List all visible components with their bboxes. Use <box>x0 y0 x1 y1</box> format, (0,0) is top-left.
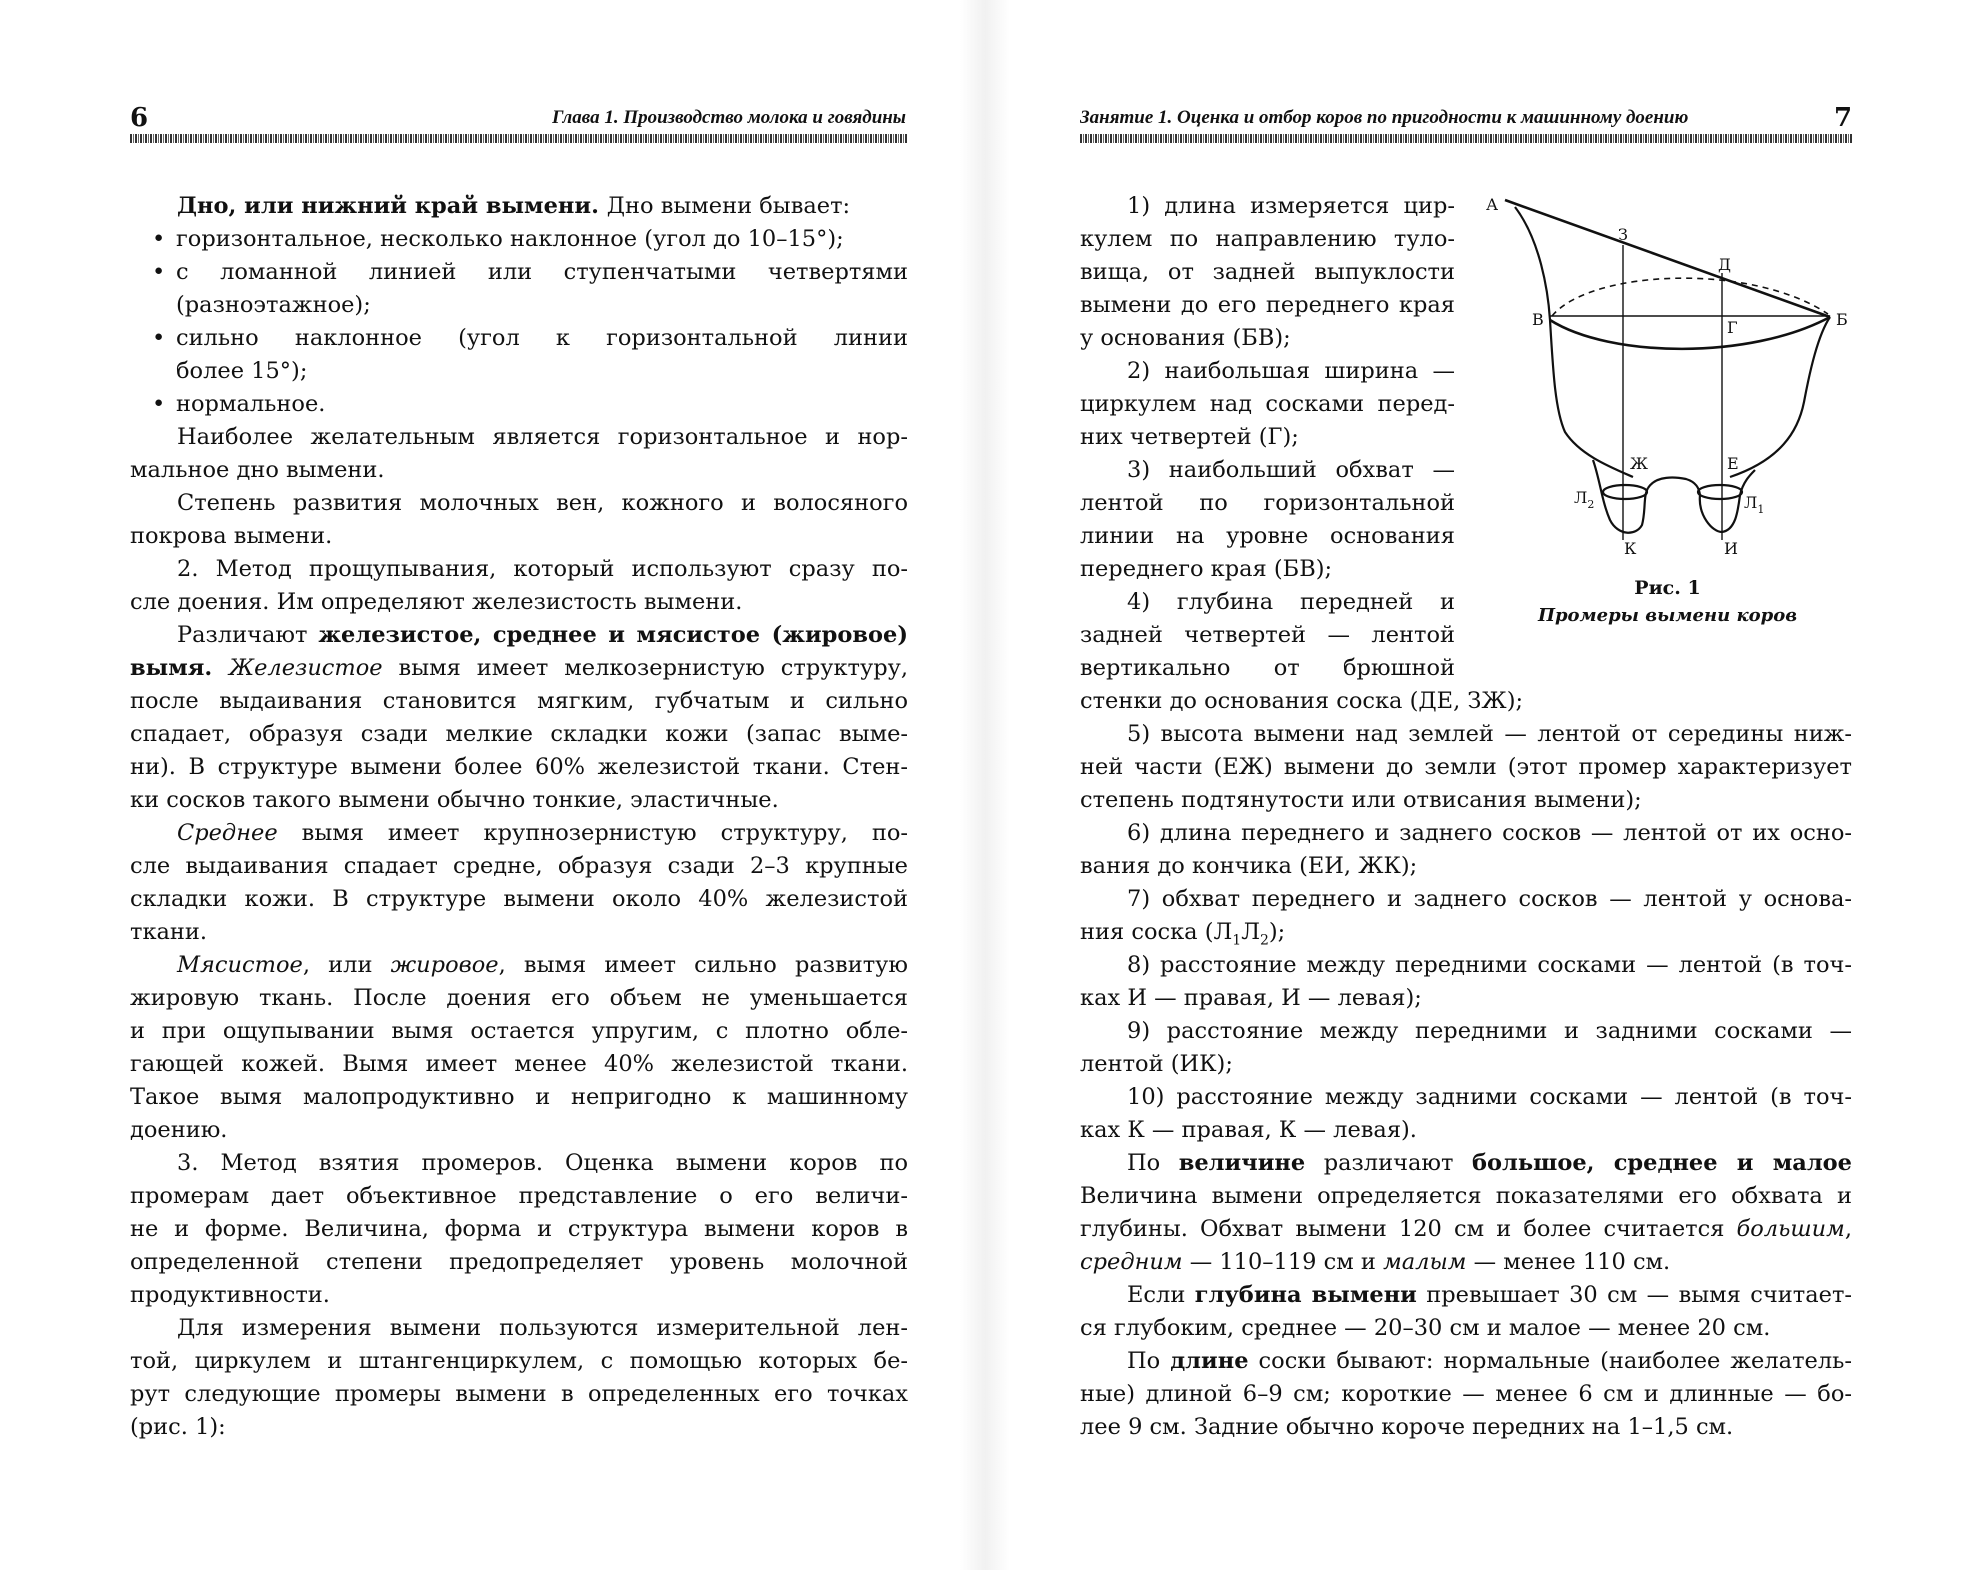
text-line <box>130 1279 908 1312</box>
text-run: ся глубоким, среднее — 20–30 см и малое — менее 20 см. <box>1080 1315 1771 1341</box>
text-run: По <box>1127 1150 1179 1176</box>
text-run: переднего края (БВ); <box>1080 556 1333 582</box>
italic-text: средним <box>1080 1249 1183 1275</box>
text-run: ные) длиной 6–9 см; короткие — менее 6 см и длинные — бо- <box>1080 1381 1852 1407</box>
text-run: Л <box>1241 919 1260 945</box>
text-run: вымени до его переднего края <box>1080 292 1455 318</box>
text-run: определенной степени предопределяет уровень молочной <box>130 1249 908 1275</box>
text-line <box>1080 355 1455 388</box>
italic-text: Среднее <box>177 820 278 846</box>
text-line <box>1080 1048 1852 1081</box>
text-run: ках К — правая, К — левая). <box>1080 1117 1417 1143</box>
text-run: Величина вымени определяется показателями его обхвата и <box>1080 1183 1852 1209</box>
text-line <box>130 718 908 751</box>
text-line <box>1080 1180 1852 1213</box>
text-run: вымя имеет мелкозернистую структуру, <box>382 655 908 681</box>
text-run: нормальное. <box>176 391 326 417</box>
text-run: 2. Метод прощупывания, который используют сразу по- <box>177 556 908 582</box>
bold-text: железистое, среднее и мясистое (жировое) <box>318 622 908 648</box>
text-run: 3) наибольший обхват — <box>1127 457 1455 483</box>
text-line <box>130 553 908 586</box>
text-line <box>130 949 908 982</box>
text-line <box>130 256 908 289</box>
text-run: превышает 30 см — вымя считает- <box>1416 1282 1852 1308</box>
text-line <box>1080 1411 1852 1444</box>
text-run: 7) обхват переднего и заднего сосков — лентой у основа- <box>1127 886 1852 912</box>
text-line <box>130 1411 908 1444</box>
italic-text: Мясистое <box>177 952 303 978</box>
text-run: вания до кончика (ЕИ, ЖК); <box>1080 853 1418 879</box>
text-run: ния соска (Л <box>1080 919 1233 945</box>
text-run: после выдаивания становится мягким, губчатым и сильно <box>130 688 908 714</box>
text-line <box>130 487 908 520</box>
text-line <box>1080 718 1852 751</box>
bold-text: Дно, или нижний край вымени. <box>177 193 607 219</box>
text-run: складки кожи. В структуре вымени около 40% железистой <box>130 886 908 912</box>
text-line <box>1080 223 1455 256</box>
text-run: 1) длина измеряется цир- <box>1127 193 1455 219</box>
text-run: вища, от задней выпуклости <box>1080 259 1455 285</box>
text-line <box>130 1213 908 1246</box>
text-run: 10) расстояние между задними сосками — лентой (в точ- <box>1127 1084 1852 1110</box>
text-line <box>1080 982 1852 1015</box>
front-teat-base <box>1698 485 1742 499</box>
text-line <box>130 223 908 256</box>
text-run: и при ощупывании вымя остается упругим, с плотно обле- <box>130 1018 908 1044</box>
label-L2: $Л_2$ <box>1574 488 1595 511</box>
text-line <box>1080 1147 1852 1180</box>
text-line <box>130 1081 908 1114</box>
teat-arch <box>1648 478 1700 495</box>
text-line <box>130 619 908 652</box>
text-line <box>130 1114 908 1147</box>
italic-text: жировое <box>390 952 499 978</box>
bold-text: длине <box>1170 1348 1249 1374</box>
text-line <box>1080 553 1455 586</box>
text-line <box>130 1378 908 1411</box>
text-run: лее 9 см. Задние обычно короче передних на 1–1,5 см. <box>1080 1414 1734 1440</box>
header-rule <box>130 134 908 143</box>
bold-text: большое, среднее и малое <box>1471 1150 1852 1176</box>
text-line <box>1080 388 1455 421</box>
text-run: горизонтальное, несколько наклонное (угол до 10–15°); <box>176 226 844 252</box>
text-run: вертикально от брюшной <box>1080 655 1455 681</box>
label-L1: $Л_1$ <box>1744 493 1765 516</box>
udder-base-curve <box>1550 317 1830 349</box>
text-run: различают <box>1305 1150 1472 1176</box>
text-run: ); <box>1268 919 1286 945</box>
text-run: Наиболее желательным является горизонтальное и нор- <box>177 424 908 450</box>
bold-text: величине <box>1178 1150 1306 1176</box>
text-run: сле доения. Им определяют железистость вымени. <box>130 589 743 615</box>
text-run: Если <box>1127 1282 1195 1308</box>
text-run: той, циркулем и штангенциркулем, с помощью которых бе- <box>130 1348 908 1374</box>
text-run: линии на уровне основания <box>1080 523 1455 549</box>
text-run: сле выдаивания спадает средне, образуя сзади 2–3 крупные <box>130 853 908 879</box>
page-number: 7 <box>1834 103 1853 133</box>
text-run: лентой по горизонтальной <box>1080 490 1455 516</box>
text-line <box>130 1312 908 1345</box>
text-run: ни). В структуре вымени более 60% железистой ткани. Стен- <box>130 754 908 780</box>
udder-measurements-figure <box>1450 170 1900 640</box>
text-run: соски бывают: нормальные (наиболее желатель- <box>1248 1348 1852 1374</box>
text-line <box>130 685 908 718</box>
text-run: задней четвертей — лентой <box>1080 622 1455 648</box>
text-run: (рис. 1): <box>130 1414 226 1440</box>
text-line <box>130 355 908 388</box>
text-line <box>1080 652 1455 685</box>
text-run: 5) высота вымени над землей — лентой от середины ниж- <box>1127 721 1852 747</box>
text-line <box>130 289 908 322</box>
text-line <box>1080 520 1455 553</box>
text-run: с ломанной линией или ступенчатыми четвертями <box>176 259 908 285</box>
text-run: , вымя имеет сильно развитую <box>498 952 908 978</box>
text-run: рут следующие промеры вымени в определенных его точках <box>130 1381 908 1407</box>
text-line <box>130 421 908 454</box>
text-line <box>1080 883 1852 916</box>
text-run: кулем по направлению туло- <box>1080 226 1455 252</box>
text-run: ки сосков такого вымени обычно тонкие, эластичные. <box>130 787 779 813</box>
left-page-body <box>130 190 908 1444</box>
line-A-B <box>1505 200 1830 317</box>
text-run: Степень развития молочных вен, кожного и волосяного <box>177 490 908 516</box>
text-line <box>130 586 908 619</box>
text-line <box>1080 256 1455 289</box>
text-run: лентой (ИК); <box>1080 1051 1233 1077</box>
text-run: промерам дает объективное представление о его величи- <box>130 1183 908 1209</box>
text-line <box>130 322 908 355</box>
text-line <box>1080 619 1455 652</box>
text-line <box>130 388 908 421</box>
text-line <box>1080 1015 1852 1048</box>
label-D: Д <box>1718 255 1732 274</box>
udder-dashed-arc <box>1552 278 1828 316</box>
text-run: них четвертей (Г); <box>1080 424 1299 450</box>
label-B: Б <box>1836 310 1848 329</box>
text-line <box>130 1147 908 1180</box>
text-line <box>1080 949 1852 982</box>
text-line <box>1080 1246 1852 1279</box>
text-line <box>1080 454 1455 487</box>
text-run: более 15°); <box>176 358 308 384</box>
text-line <box>1080 850 1852 883</box>
text-line <box>1080 289 1455 322</box>
text-run: степень подтянутости или отвисания вымени); <box>1080 787 1642 813</box>
text-run: , или <box>302 952 391 978</box>
running-head: Глава 1. Производство молока и говядины <box>552 107 906 128</box>
text-run: 4) глубина передней и <box>1127 589 1455 615</box>
subscript: 1 <box>1232 932 1242 949</box>
text-run: 8) расстояние между передними сосками — лентой (в точ- <box>1127 952 1852 978</box>
text-run: глубины. Обхват вымени 120 см и более считается <box>1080 1216 1737 1242</box>
text-line <box>1080 322 1455 355</box>
text-line <box>1080 751 1852 784</box>
text-run: у основания (БВ); <box>1080 325 1291 351</box>
text-line <box>1080 916 1852 949</box>
text-line <box>1080 1213 1852 1246</box>
text-run: спадает, образуя сзади мелкие складки кожи (запас выме- <box>130 721 908 747</box>
text-line <box>1080 1378 1852 1411</box>
text-line <box>130 1345 908 1378</box>
text-run: не и форме. Величина, форма и структура вымени коров в <box>130 1216 908 1242</box>
text-run: — 110–119 см и <box>1182 1249 1384 1275</box>
text-run: мальное дно вымени. <box>130 457 385 483</box>
label-Z: З <box>1618 225 1628 244</box>
text-run: , <box>1844 1216 1852 1242</box>
text-line <box>130 784 908 817</box>
book-gutter <box>960 0 1010 1570</box>
text-run: 6) длина переднего и заднего сосков — лентой от их осно- <box>1127 820 1852 846</box>
running-head: Занятие 1. Оценка и отбор коров по пригодности к машинному доению <box>1080 107 1689 128</box>
text-run: Дно вымени бывает: <box>606 193 851 219</box>
text-run: ках И — правая, И — левая); <box>1080 985 1422 1011</box>
text-line <box>130 982 908 1015</box>
page-number: 6 <box>130 103 149 133</box>
text-run: 3. Метод взятия промеров. Оценка вымени коров по <box>177 1150 908 1176</box>
text-run: Такое вымя малопродуктивно и непригодно к машинному <box>130 1084 908 1110</box>
text-run: Различают <box>177 622 319 648</box>
text-line <box>1080 784 1852 817</box>
text-run: 2) наибольшая ширина — <box>1127 358 1455 384</box>
text-line <box>130 190 908 223</box>
text-run: По <box>1127 1348 1171 1374</box>
text-line <box>130 1246 908 1279</box>
text-line <box>130 883 908 916</box>
text-run: (разноэтажное); <box>176 292 371 318</box>
italic-text: Железистое <box>228 655 383 681</box>
label-V: В <box>1532 310 1544 329</box>
text-line <box>130 520 908 553</box>
italic-text: большим <box>1736 1216 1845 1242</box>
label-A: А <box>1486 195 1499 214</box>
text-line <box>1080 685 1852 718</box>
text-run: ней части (ЕЖ) вымени до земли (этот промер характеризует <box>1080 754 1852 780</box>
text-line <box>130 916 908 949</box>
text-line <box>130 817 908 850</box>
text-run: циркулем над сосками перед- <box>1080 391 1455 417</box>
text-line <box>1080 487 1455 520</box>
text-line <box>130 1048 908 1081</box>
text-run: доению. <box>130 1117 228 1143</box>
text-line <box>130 454 908 487</box>
text-line <box>130 652 908 685</box>
udder-front-contour <box>1730 317 1830 477</box>
text-run: — менее 110 см. <box>1466 1249 1671 1275</box>
bold-text: глубина вымени <box>1194 1282 1417 1308</box>
text-line <box>1080 190 1455 223</box>
figure-number: Рис. 1 <box>1634 577 1701 599</box>
text-run: Для измерения вымени пользуются измерительной лен- <box>177 1315 908 1341</box>
header-rule <box>1080 134 1852 143</box>
text-line <box>1080 421 1455 454</box>
text-run: гающей кожей. Вымя имеет менее 40% железистой ткани. <box>130 1051 908 1077</box>
text-line <box>130 1180 908 1213</box>
text-line <box>130 751 908 784</box>
text-line <box>1080 586 1455 619</box>
label-I: И <box>1724 539 1738 558</box>
text-run: жировую ткань. После доения его объем не уменьшается <box>130 985 908 1011</box>
text-run: сильно наклонное (угол к горизонтальной линии <box>176 325 908 351</box>
label-E: Е <box>1727 454 1739 473</box>
text-run: стенки до основания соска (ДЕ, ЗЖ); <box>1080 688 1524 714</box>
bold-text: вымя. <box>130 655 229 681</box>
text-line <box>1080 817 1852 850</box>
label-G: Г <box>1727 318 1738 337</box>
text-run: продуктивности. <box>130 1282 330 1308</box>
text-line <box>130 1015 908 1048</box>
text-line <box>130 850 908 883</box>
text-line <box>1080 1312 1852 1345</box>
figure-caption: Промеры вымени коров <box>1537 605 1798 626</box>
text-run: вымя имеет крупнозернистую структуру, по- <box>277 820 908 846</box>
text-line <box>1080 1081 1852 1114</box>
text-line <box>1080 1114 1852 1147</box>
text-run: 9) расстояние между передними и задними сосками — <box>1127 1018 1852 1044</box>
text-run: покрова вымени. <box>130 523 333 549</box>
subscript: 2 <box>1259 932 1269 949</box>
text-line <box>1080 1279 1852 1312</box>
italic-text: малым <box>1383 1249 1467 1275</box>
rear-teat-base <box>1603 485 1647 499</box>
text-run: ткани. <box>130 919 208 945</box>
text-line <box>1080 1345 1852 1378</box>
label-Zh: Ж <box>1630 454 1648 473</box>
label-K: К <box>1624 539 1637 558</box>
